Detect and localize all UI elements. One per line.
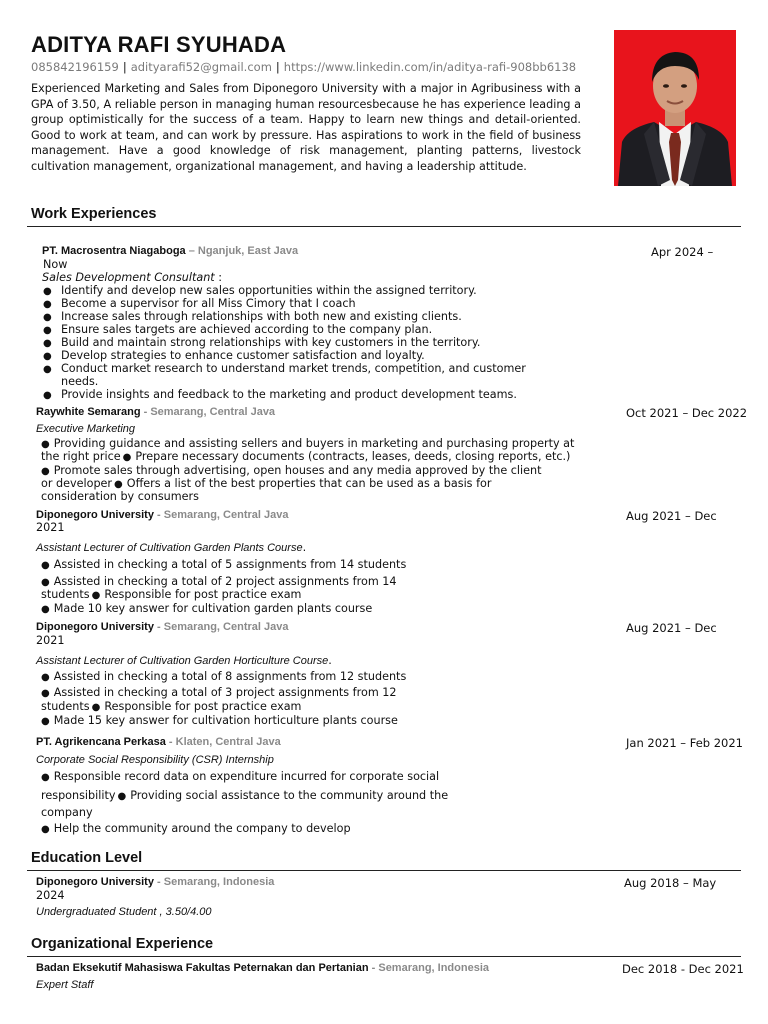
list-item-text: Providing guidance and assisting sellers and buyers in marketing and purchasing property at [53,437,575,450]
list-item-text: Responsible for post practice exam [104,700,302,713]
list-item-text: Assisted in checking a total of 8 assignments from 12 students [53,670,407,683]
list-item [41,588,301,601]
bullet-icon: ● [117,791,127,802]
list-item [43,336,480,349]
list-item-text: Providing social assistance to the community around the [130,789,449,802]
list-item-text: Prepare necessary documents (contracts, leases, deeds, closing reports, etc.) [135,450,571,463]
list-item-text: Become a supervisor for all Miss Cimory that I coach [61,297,356,310]
bullet-icon: ● [43,351,52,362]
organization-role: Expert Staff [36,979,94,991]
list-item [43,284,477,297]
list-item-text: responsibility [41,789,116,802]
list-item-text: Made 15 key answer for cultivation horticulture plants course [53,714,398,727]
bullet-icon: ● [43,286,52,297]
list-item [39,714,398,727]
work-date-continued: Now [43,258,68,271]
company-name: PT. Macrosentra Niagaboga [42,245,186,257]
role-title: Sales Development Consultant [42,271,215,284]
candidate-name: ADITYA RAFI SYUHADA [31,32,287,57]
company-location: – Nganjuk, East Java [185,245,299,257]
list-item-text: Assisted in checking a total of 3 project assignments from 12 [53,686,397,699]
bullet-icon: ● [43,390,52,401]
work-role [36,541,306,554]
list-item [43,297,356,310]
professional-summary: Experienced Marketing and Sales from Diponegoro University with a major in Agribusiness with a GPA of 3.50, A reliable person in managing human resourcesbecause he has experience leading a group optimistically for the success of a team. Happy to learn new things and detail-oriented. Good to work at team, and can work by pressure. Has aspirations to work in the field of business management. Have a good knowledge of risk management, planting patterns, livestock cultivation management, organizational management, and having a leadership attitude. [31,82,581,173]
company-location: - Semarang, Central Java [140,406,276,418]
list-item-text: Responsible for post practice exam [104,588,302,601]
organization-name [36,962,489,974]
list-item [39,437,574,450]
bullet-icon: ● [41,466,50,477]
education-date-continued: 2024 [36,889,65,902]
school-name: Diponegoro University [36,876,154,888]
list-item-text: Assisted in checking a total of 2 project assignments from 14 [53,575,397,588]
work-company [36,736,281,748]
company-name: Diponegoro University [36,509,154,521]
bullet-icon: ● [43,338,52,349]
list-item [41,789,448,802]
list-item-text: Promote sales through advertising, open houses and any media approved by the client [53,464,542,477]
contact-separator: | [122,60,127,74]
list-item [43,310,462,323]
bullet-icon: ● [114,479,123,490]
role-suffix: . [302,541,307,554]
list-item [39,602,372,615]
list-item [39,686,397,699]
phone-number: 085842196159 [31,60,119,74]
list-item [39,464,542,477]
list-item-text: Develop strategies to enhance customer satisfaction and loyalty. [61,349,425,362]
role-suffix: . [328,654,332,667]
education-date: Aug 2018 – May [624,876,717,890]
linkedin-link[interactable]: https://www.linkedin.com/in/aditya-rafi-908bb6138 [283,60,577,74]
list-item-text: Made 10 key answer for cultivation garden plants course [53,602,373,615]
education-degree: Undergraduated Student , 3.50/4.00 [36,906,212,918]
contact-info [31,60,576,74]
list-item-text: students [41,700,90,713]
work-date: Aug 2021 – Dec [626,621,717,635]
list-item [39,770,439,783]
bullet-icon: ● [41,688,50,699]
section-divider [27,226,741,227]
school-location: - Semarang, Indonesia [153,876,275,888]
company-name: Raywhite Semarang [36,406,141,418]
list-item [41,700,301,713]
list-item-text: Help the community around the company to develop [53,822,351,835]
list-item [43,388,517,401]
list-item-text: Offers a list of the best properties that can be used as a basis for [126,477,492,490]
section-title-education: Education Level [31,850,143,866]
work-role [42,271,222,284]
bullet-icon: ● [41,577,50,588]
work-company [36,406,275,418]
list-item-continued: consideration by consumers [41,490,199,503]
list-item [39,575,397,588]
bullet-icon: ● [91,590,101,601]
list-item [39,822,351,835]
org-name: Badan Eksekutif Mahasiswa Fakultas Peternakan dan Pertanian [36,962,369,974]
work-date: Apr 2024 – [651,245,714,259]
bullet-icon: ● [43,325,52,336]
work-company [36,621,288,633]
work-date: Jan 2021 – Feb 2021 [626,736,743,750]
org-location: - Semarang, Indonesia [368,962,489,974]
work-company [36,509,288,521]
list-item-text: Identify and develop new sales opportunities within the assigned territory. [61,284,477,297]
role-title: Assistant Lecturer of Cultivation Garden Horticulture Course [36,655,329,667]
section-title-work: Work Experiences [31,206,157,222]
bullet-icon: ● [41,672,50,683]
list-item-text: Conduct market research to understand market trends, competition, and customer [61,362,526,375]
bullet-icon: ● [41,604,50,615]
company-name: Diponegoro University [36,621,154,633]
bullet-icon: ● [91,702,101,713]
list-item [43,323,432,336]
company-name: PT. Agrikencana Perkasa [36,736,166,748]
list-item-continued: company [41,806,93,819]
bullet-icon: ● [41,560,50,571]
work-date-continued: 2021 [36,634,65,647]
profile-photo [614,30,736,186]
bullet-icon: ● [43,312,52,323]
list-item-text: Ensure sales targets are achieved according to the company plan. [61,323,433,336]
work-date: Oct 2021 – Dec 2022 [626,406,748,420]
section-divider [27,870,741,871]
list-item-text: Build and maintain strong relationships with key customers in the territory. [61,336,481,349]
role-title: Assistant Lecturer of Cultivation Garden Plants Course [36,542,303,554]
role-suffix: : [214,271,223,284]
list-item [41,450,570,463]
list-item-text: students [41,588,90,601]
work-date-continued: 2021 [36,521,65,534]
bullet-icon: ● [43,364,52,375]
list-item [39,558,406,571]
list-item [43,362,526,375]
section-divider [27,956,741,957]
email-address[interactable]: adityarafi52@gmail.com [130,60,272,74]
section-title-organization: Organizational Experience [31,936,214,952]
organization-date: Dec 2018 - Dec 2021 [622,962,744,976]
list-item-text: or developer [41,477,113,490]
work-role [36,654,332,667]
list-item-text: Increase sales through relationships with both new and existing clients. [61,310,462,323]
list-item-continued: needs. [61,375,99,388]
list-item-text: Provide insights and feedback to the marketing and product development teams. [61,388,517,401]
bullet-icon: ● [43,299,52,310]
company-location: - Semarang, Central Java [153,621,289,633]
list-item-text: Responsible record data on expenditure incurred for corporate social [53,770,440,783]
contact-separator: | [275,60,280,74]
list-item-text: the right price [41,450,121,463]
bullet-icon: ● [41,716,50,727]
bullet-icon: ● [122,452,132,463]
portrait-illustration [614,30,736,186]
company-location: - Semarang, Central Java [153,509,289,521]
list-item [43,349,425,362]
work-role: Corporate Social Responsibility (CSR) Internship [36,754,274,766]
work-date: Aug 2021 – Dec [626,509,717,523]
bullet-icon: ● [41,772,50,783]
bullet-icon: ● [41,824,50,835]
company-location: - Klaten, Central Java [165,736,281,748]
work-company [42,245,298,257]
work-role: Executive Marketing [36,423,136,435]
list-item-text: Assisted in checking a total of 5 assignments from 14 students [53,558,407,571]
education-school [36,876,274,888]
bullet-icon: ● [41,439,50,450]
list-item [41,477,491,490]
list-item [39,670,406,683]
